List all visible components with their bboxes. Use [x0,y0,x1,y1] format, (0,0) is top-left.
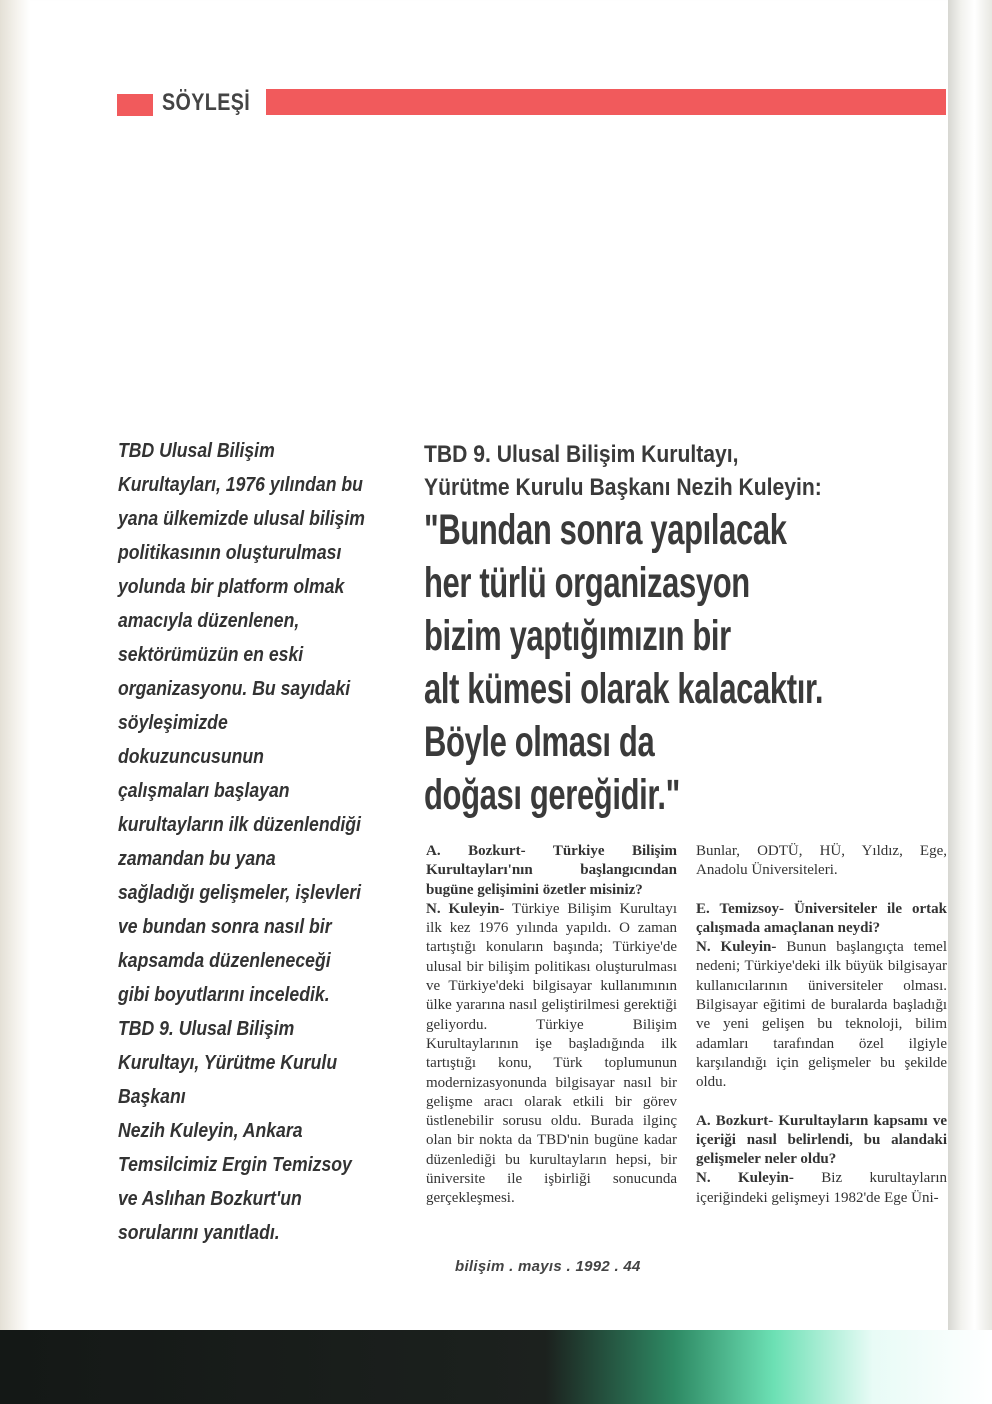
answer-continuation: Bunlar, ODTÜ, HÜ, Yıldız, Ege, Anadolu Üniversiteleri. [696,843,947,879]
headline-quote-line: Böyle olması da [424,718,655,766]
question-speaker: E. Temizsoy- [696,900,784,917]
scan-border-bottom [0,1330,992,1404]
intro-line: organizasyonu. Bu sayıdaki [118,677,351,700]
page-stack-edge [0,0,30,1330]
question-text: Kurultayların kapsamı ve içeriği nasıl belirlendi, bu alandaki gelişmeler neler oldu? [696,1112,947,1168]
headline-quote-line: her türlü organizasyon [424,559,750,607]
answer-paragraph [696,938,947,1092]
answer-text: Türkiye Bilişim Kurultayı ilk kez 1976 yılında yapıldı. O zaman tartıştığı konuların başında; Türkiye'de ulusal bir bilişim politikası oluşturulması ve Türkiye'deki bilgisayar kullanımının ülke yararına nasıl geliştirilmesi gerektiği geliyordu. Türkiye Bilişim Kurultaylarının işe başladığında ilk tartıştığı konu, Türk toplumunun modernizasyonunda bilgisayar nasıl bir gelişme aracı olarak etkili bir görev üstlenebilir sorusu oldu. Burada ilginç olan bir nokta da TBD'nin bugüne kadar düzenlediği bu kurultayların hepsi, bir üniversite ile işbirliği sonucunda gerçekleşmesi. [426,900,677,1207]
next-page-edge [948,0,992,1340]
headline [424,438,944,822]
intro-text [118,434,398,1250]
intro-line: ve Aslıhan Bozkurt'un [118,1187,302,1210]
question-text: Üniversiteler ile ortak çalışmada amaçlanan neydi? [696,900,947,936]
section-title: SÖYLEŞİ [162,89,251,116]
intro-line: ve bundan sonra nasıl bir [118,915,332,938]
intro-line: amacıyla düzenlenen, [118,609,300,632]
body-column-1 [426,842,677,1209]
intro-line: çalışmaları başlayan [118,779,290,802]
question-speaker: A. Bozkurt- [426,843,526,859]
intro-line: kapsamda düzenleneceği [118,949,331,972]
question-speaker: A. Bozkurt- [696,1112,774,1129]
intro-line: sağladığı gelişmeler, işlevleri [118,881,362,904]
answer-speaker: N. Kuleyin- [426,900,505,917]
intro-line: sektörümüzün en eski [118,643,304,666]
answer-text: Bunun başlangıçta temel nedeni; Türkiye'deki ilk büyük bilgisayar kullanıcılarının üniversiteler olması. Bilgisayar eğitimi de buralarda başladığı ve yeni gelişen bu teknoloji, bilim adamları tarafından özel ilgiyle karşılandığı için gelişmeler bu şekilde oldu. [696,939,948,1091]
intro-line: gibi boyutlarını inceledik. [118,983,330,1006]
headline-sub-line: Yürütme Kurulu Başkanı Nezih Kuleyin: [424,474,822,501]
intro-line: yana ülkemizde ulusal bilişim [118,507,365,530]
question-paragraph [696,1112,947,1170]
body-column-2 [696,842,947,1208]
headline-quote-line: alt kümesi olarak kalacaktır. [424,665,824,713]
intro-line: dokuzuncusunun [118,745,264,768]
intro-line: söyleşimizde [118,711,228,734]
question-text: Türkiye Bilişim Kurultayları'nın başlangıcından bugüne gelişimini özetler misiniz? [426,843,677,898]
headline-quote-line: doğası gereğidir." [424,771,680,819]
question-paragraph [426,842,677,900]
section-marker-block [117,94,153,116]
intro-line: Kurultayı, Yürütme Kurulu [118,1051,338,1074]
answer-paragraph [426,900,677,1209]
intro-line: Temsilcimiz Ergin Temizsoy [118,1153,352,1176]
intro-line: Başkanı [118,1085,186,1108]
section-rule-bar [266,89,946,115]
headline-quote-line: bizim yaptığımızın bir [424,612,731,660]
intro-line: kurultayların ilk düzenlendiği [118,813,361,836]
intro-line: sorularını yanıtladı. [118,1221,280,1244]
headline-quote-line: "Bundan sonra yapılacak [424,506,787,554]
answer-speaker: N. Kuleyin- [696,1170,794,1187]
intro-line: politikasının oluşturulması [118,541,342,564]
intro-line: Kurultayları, 1976 yılından bu [118,473,363,496]
page-footer: bilişim . mayıs . 1992 . 44 [455,1258,641,1275]
answer-text: Biz kurultayların içeriğindeki gelişmeyi 1982'de Ege Üni- [696,1170,947,1206]
headline-sub-line: TBD 9. Ulusal Bilişim Kurultayı, [424,441,739,468]
answer-speaker: N. Kuleyin- [696,939,777,956]
intro-line: TBD Ulusal Bilişim [118,439,275,462]
answer-paragraph [696,1169,947,1208]
intro-line: Nezih Kuleyin, Ankara [118,1119,303,1142]
question-paragraph [696,900,947,939]
intro-line: yolunda bir platform olmak [118,575,345,598]
intro-line: TBD 9. Ulusal Bilişim [118,1017,295,1040]
intro-line: zamandan bu yana [118,847,276,870]
